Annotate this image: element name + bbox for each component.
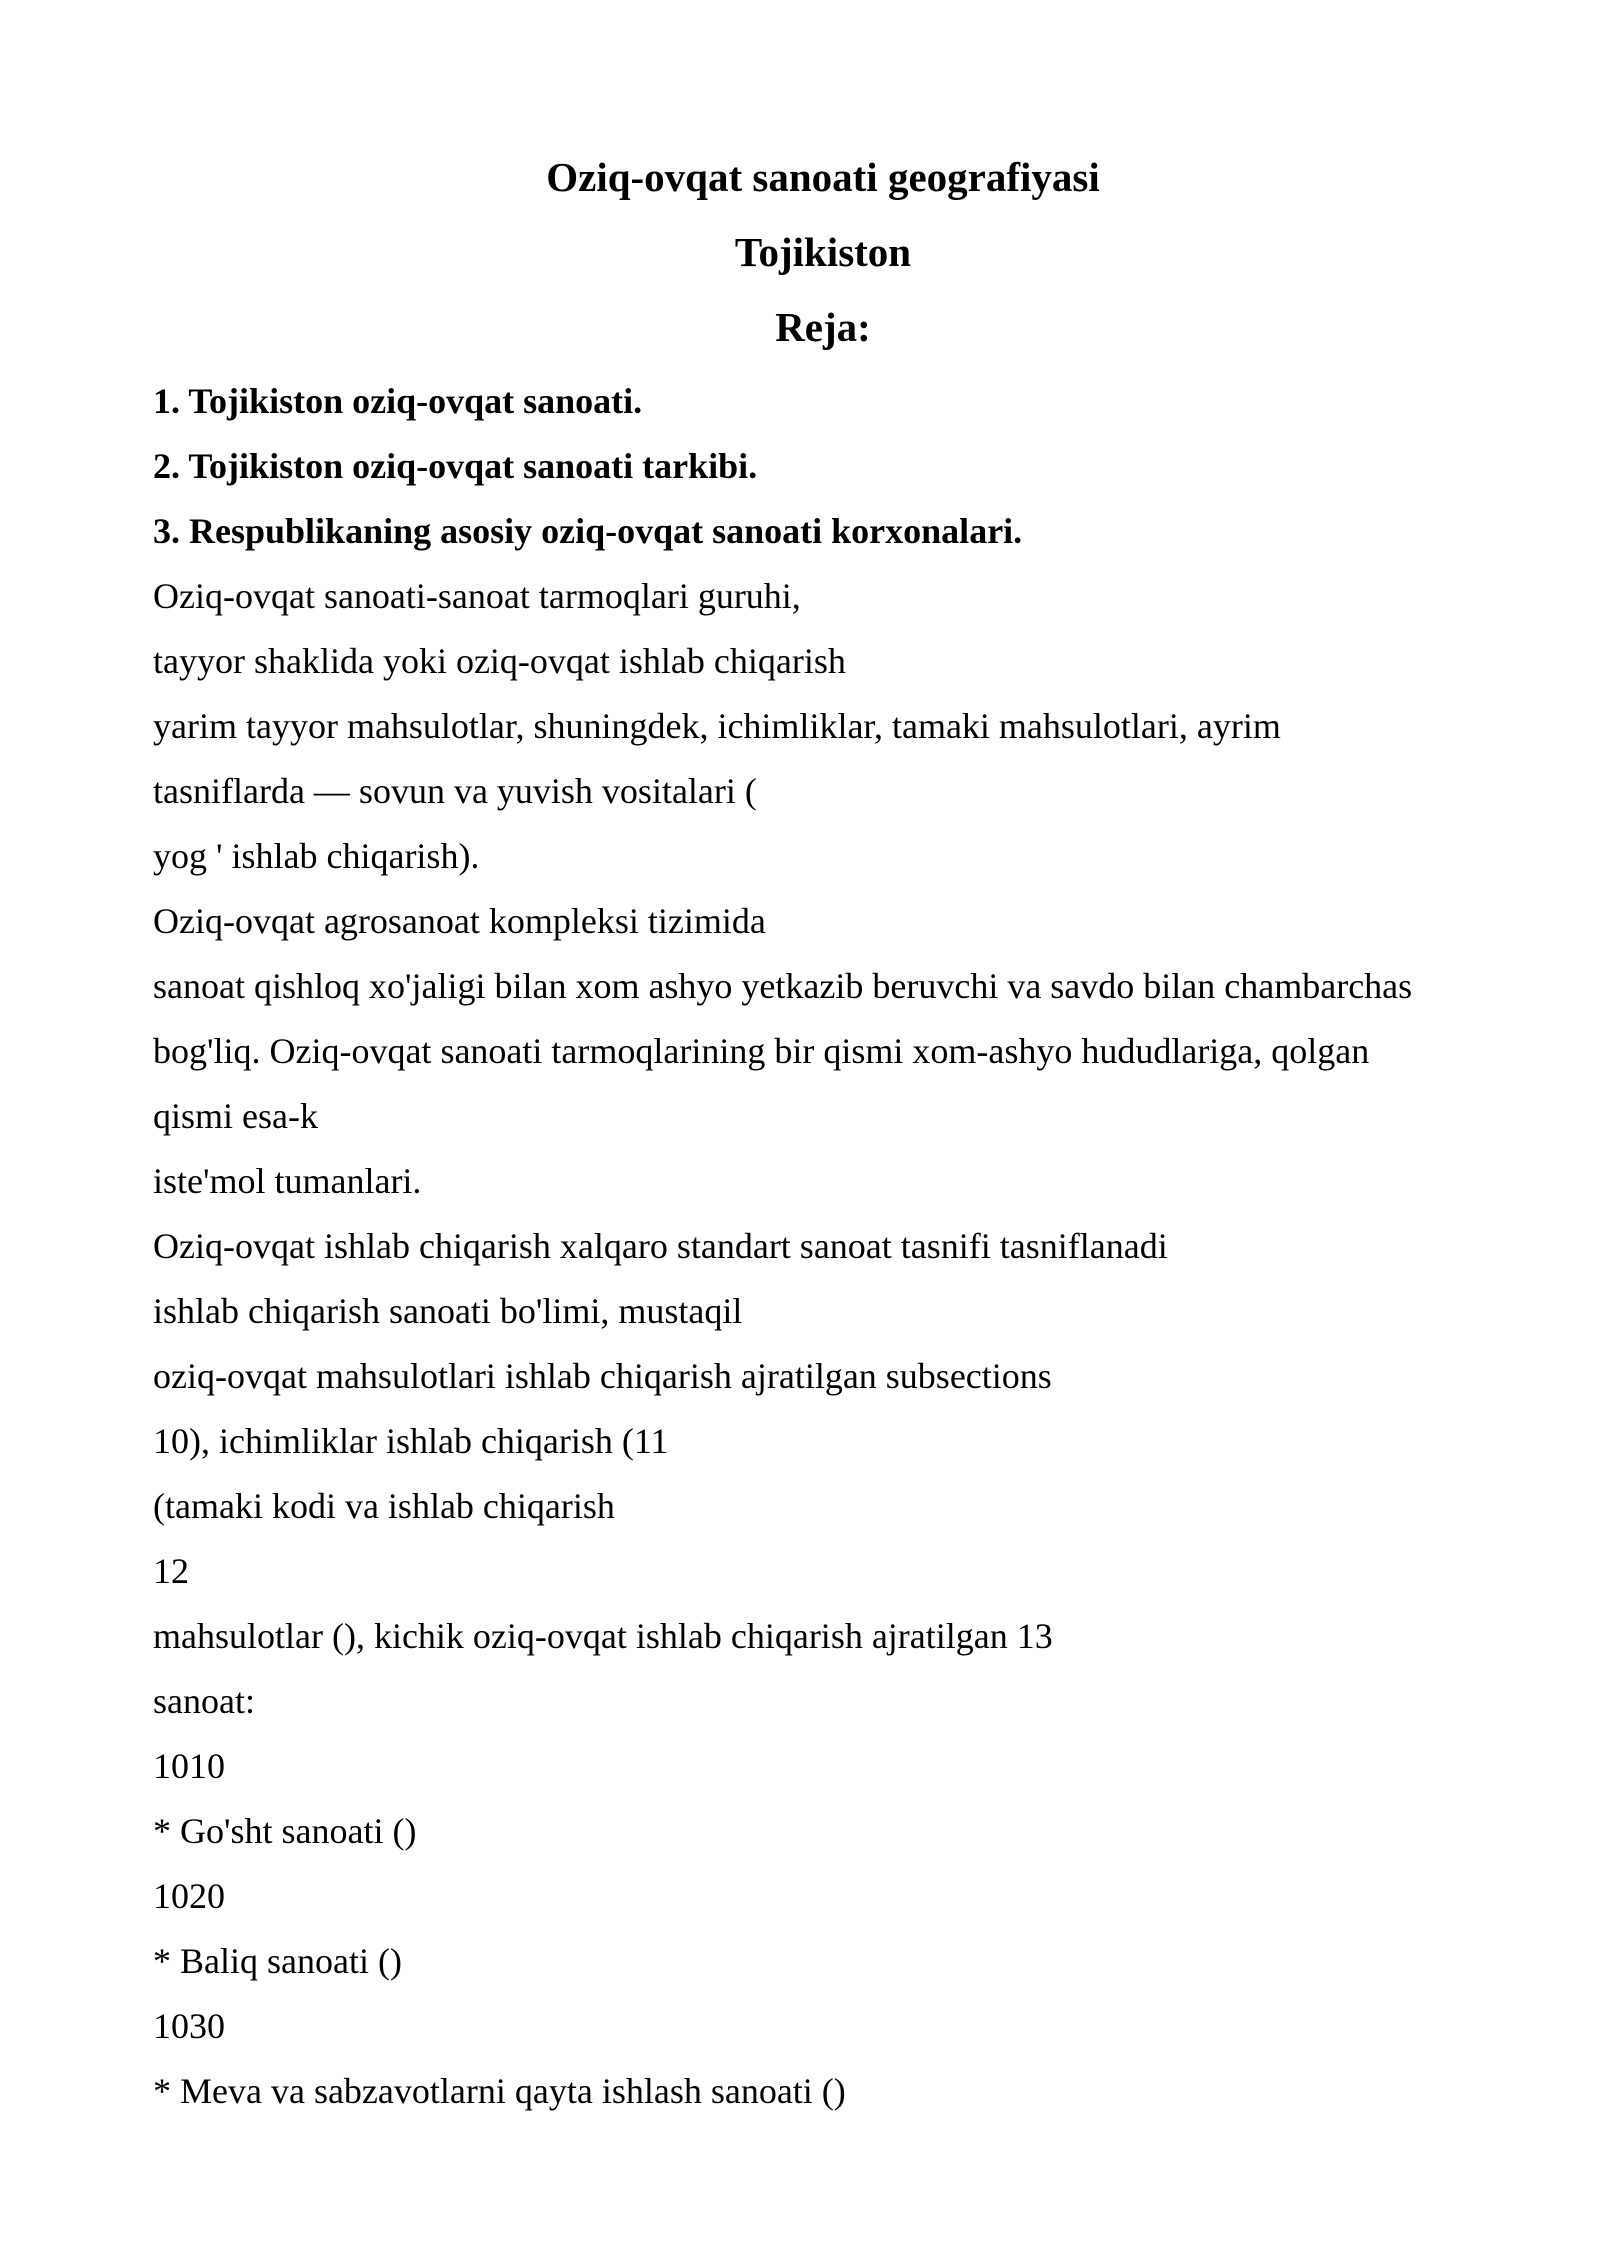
plan-item-3: 3. Respublikaning asosiy oziq-ovqat sanoati korxonalari. xyxy=(153,511,1023,551)
body-line: tasniflarda — sovun va yuvish vositalari ( xyxy=(153,771,757,811)
body-line: 12 xyxy=(153,1551,189,1591)
industry-code: 1020 xyxy=(153,1876,225,1916)
body-line: mahsulotlar (), kichik oziq-ovqat ishlab chiqarish ajratilgan 13 xyxy=(153,1616,1053,1656)
body-line: Oziq-ovqat agrosanoat kompleksi tizimida xyxy=(153,901,766,941)
body-line: ishlab chiqarish sanoati bo'limi, mustaqil xyxy=(153,1291,743,1331)
body-line: tayyor shaklida yoki oziq-ovqat ishlab chiqarish xyxy=(153,641,846,681)
body-line: (tamaki kodi va ishlab chiqarish xyxy=(153,1486,615,1526)
body-line: oziq-ovqat mahsulotlari ishlab chiqarish ajratilgan subsections xyxy=(153,1356,1052,1396)
body-line: iste'mol tumanlari. xyxy=(153,1161,422,1201)
plan-heading: Reja: xyxy=(775,304,871,350)
industry-item: * Baliq sanoati () xyxy=(153,1941,402,1981)
body-line: yog ' ishlab chiqarish). xyxy=(153,836,480,876)
industry-item: * Meva va sabzavotlarni qayta ishlash sanoati () xyxy=(153,2071,846,2111)
document-subtitle-country: Tojikiston xyxy=(734,229,912,275)
plan-item-2: 2. Tojikiston oziq-ovqat sanoati tarkibi. xyxy=(153,446,758,486)
industry-code: 1030 xyxy=(153,2006,225,2046)
body-line: qismi esa-k xyxy=(153,1096,318,1136)
body-line: Oziq-ovqat sanoati-sanoat tarmoqlari guruhi, xyxy=(153,576,801,616)
industry-code: 1010 xyxy=(153,1746,225,1786)
body-line: 10), ichimliklar ishlab chiqarish (11 xyxy=(153,1421,669,1461)
plan-item-1: 1. Tojikiston oziq-ovqat sanoati. xyxy=(153,381,643,421)
body-line: yarim tayyor mahsulotlar, shuningdek, ichimliklar, tamaki mahsulotlari, ayrim xyxy=(153,706,1281,746)
body-line: sanoat qishloq xo'jaligi bilan xom ashyo yetkazib beruvchi va savdo bilan chambarchas xyxy=(153,966,1413,1006)
document-title: Oziq-ovqat sanoati geografiyasi xyxy=(546,154,1100,200)
body-line: bog'liq. Oziq-ovqat sanoati tarmoqlarining bir qismi xom-ashyo hududlariga, qolgan xyxy=(153,1031,1370,1071)
industry-item: * Go'sht sanoati () xyxy=(153,1811,417,1851)
body-line: sanoat: xyxy=(153,1681,255,1721)
body-line: Oziq-ovqat ishlab chiqarish xalqaro standart sanoat tasnifi tasniflanadi xyxy=(153,1226,1168,1266)
